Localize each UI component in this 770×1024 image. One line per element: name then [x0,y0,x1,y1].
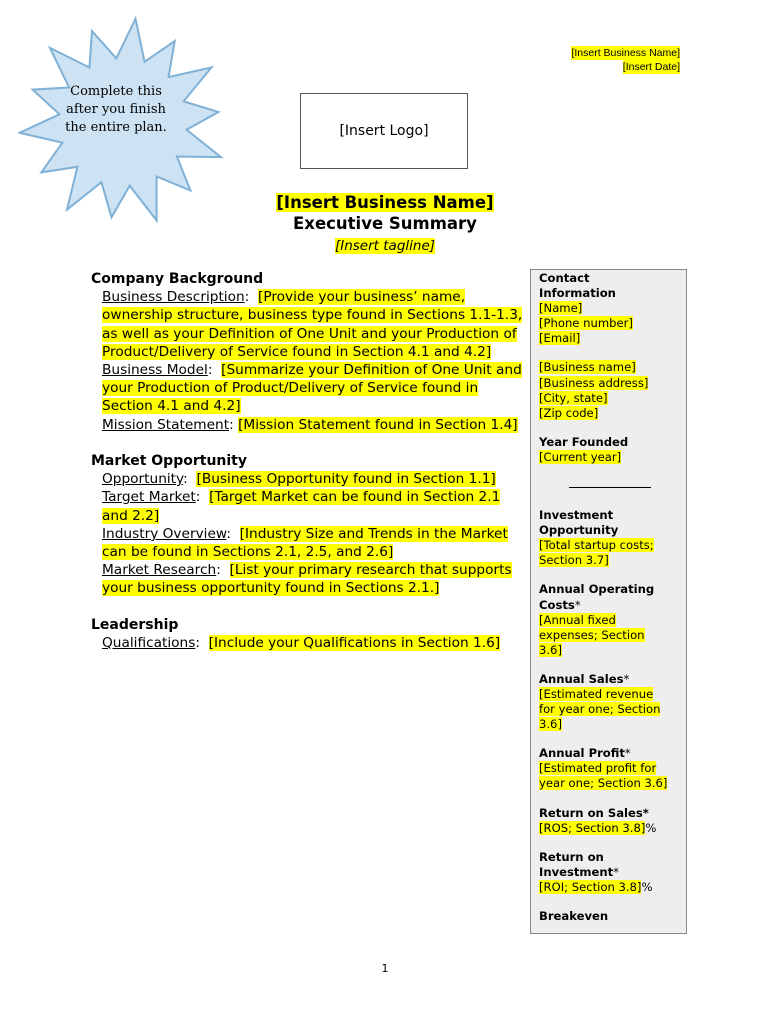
callout-line: after you finish [66,102,166,117]
industry-overview-item [91,525,523,561]
item-sep: : [229,416,234,433]
mission-statement-item [91,416,523,434]
asterisk: * [613,864,619,879]
contact-heading-line: Information [539,286,616,301]
operating-costs-heading-line: Costs [539,597,575,612]
item-label: Business Model [102,362,208,379]
item-text: [Include your Qualifications in Section 1.6] [208,635,501,652]
asterisk: * [623,671,630,686]
est-profit-line: year one; Section 3.6] [539,776,668,791]
item-text: [Industry Size and Trends in the Market can be found in Sections 2.1, 2.5, and 2.6] [102,525,508,561]
year-founded-heading: Year Founded [539,434,629,449]
item-text: [Provide your business’ name, ownership structure, business type found in Sections 1.1-1.3, as well as your Definition of One Unit and your Production of Product/Delivery of Service found in Section 4.1 and 4.2] [102,289,523,360]
investment-heading [539,508,686,538]
roi-value: [ROI; Section 3.8] [539,879,642,894]
operating-costs-heading-line: Annual Operating [539,582,655,597]
header-placeholders [571,46,680,74]
item-label: Market Research [102,562,217,579]
page-number: 1 [381,962,389,975]
contact-heading-line: Contact [539,271,590,285]
sidebar-business-address: [Business address] [539,375,649,390]
contact-phone: [Phone number] [539,316,633,331]
item-label: Business Description [102,289,245,306]
startup-costs-line: Section 3.7] [539,553,609,568]
header-date: [Insert Date] [622,61,680,73]
sidebar-divider [569,487,651,488]
header-business-name: [Insert Business Name] [571,47,680,59]
item-sep: : [195,489,201,506]
item-sep: : [226,525,231,542]
item-sep: : [244,289,250,306]
annual-profit-heading-text: Annual Profit [539,746,625,761]
percent-sign: % [645,820,657,835]
fixed-expenses-line: [Annual fixed [539,612,616,627]
item-label: Target Market [102,489,196,506]
ros-heading: Return on Sales* [539,805,649,820]
annual-sales-heading [539,672,686,687]
title-block [0,192,770,255]
annual-sales-heading-text: Annual Sales [539,671,624,686]
current-year: [Current year] [539,449,622,464]
page-title: Executive Summary [293,214,477,233]
title-business-name: [Insert Business Name] [276,193,494,212]
sidebar-summary-box [530,269,687,934]
item-label: Opportunity [102,471,184,488]
est-revenue-line: [Estimated revenue [539,686,654,701]
roi-value-line [539,880,686,895]
percent-sign: % [641,879,653,894]
market-research-item [91,561,523,597]
est-profit-line: [Estimated profit for [539,761,657,776]
est-revenue-line: for year one; Section [539,702,661,717]
item-text: [Target Market can be found in Section 2.1 and 2.2] [102,489,501,524]
callout-line: the entire plan. [65,120,167,135]
opportunity-item [91,470,523,488]
item-sep: : [183,471,188,488]
callout-line: Complete this [70,84,162,99]
main-content [91,270,523,652]
item-sep: : [216,562,221,579]
investment-heading-line: Opportunity [539,523,619,538]
roi-heading-line: Return on [539,849,604,864]
fixed-expenses-line: 3.6] [539,642,562,657]
fixed-expenses-line: expenses; Section [539,627,645,642]
logo-placeholder-box [300,93,468,169]
contact-email: [Email] [539,331,581,346]
section-heading-market-opportunity: Market Opportunity [91,453,247,470]
operating-costs-heading [539,582,686,612]
asterisk: * [624,746,631,761]
tagline: [Insert tagline] [334,238,436,254]
startup-costs-line: [Total startup costs; [539,538,654,553]
section-heading-leadership: Leadership [91,616,179,633]
sidebar-business-name: [Business name] [539,360,636,375]
section-heading-company-background: Company Background [91,271,264,287]
business-model-item [91,361,523,416]
item-sep: : [207,362,213,379]
ros-value-line [539,821,686,836]
item-text: [Mission Statement found in Section 1.4] [238,416,518,433]
roi-heading [539,850,686,880]
est-revenue-line: 3.6] [539,717,562,732]
item-label: Qualifications [102,635,196,652]
target-market-item [91,488,523,524]
sidebar-city-state: [City, state] [539,390,608,405]
investment-heading-line: Investment [539,508,614,523]
annual-profit-heading [539,746,686,761]
item-text: [List your primary research that supports your business opportunity found in Sections 2.1.] [102,562,512,597]
sidebar-zip: [Zip code] [539,405,599,420]
qualifications-item [91,634,523,652]
contact-heading [539,271,686,301]
roi-heading-line: Investment [539,864,614,879]
item-text: [Summarize your Definition of One Unit and your Production of Product/Delivery of Service found in Section 4.1 and 4.2] [102,362,522,415]
asterisk: * [574,597,581,612]
contact-name: [Name] [539,301,583,316]
logo-placeholder-text: [Insert Logo] [339,123,429,139]
starburst-callout-text [56,83,176,137]
item-label: Industry Overview [102,525,227,542]
item-label: Mission Statement [102,416,230,433]
item-text: [Business Opportunity found in Section 1.1] [196,471,496,488]
breakeven-heading: Breakeven [539,909,609,923]
ros-value: [ROS; Section 3.8] [539,820,646,835]
business-description-item [91,288,523,361]
item-sep: : [195,635,200,652]
